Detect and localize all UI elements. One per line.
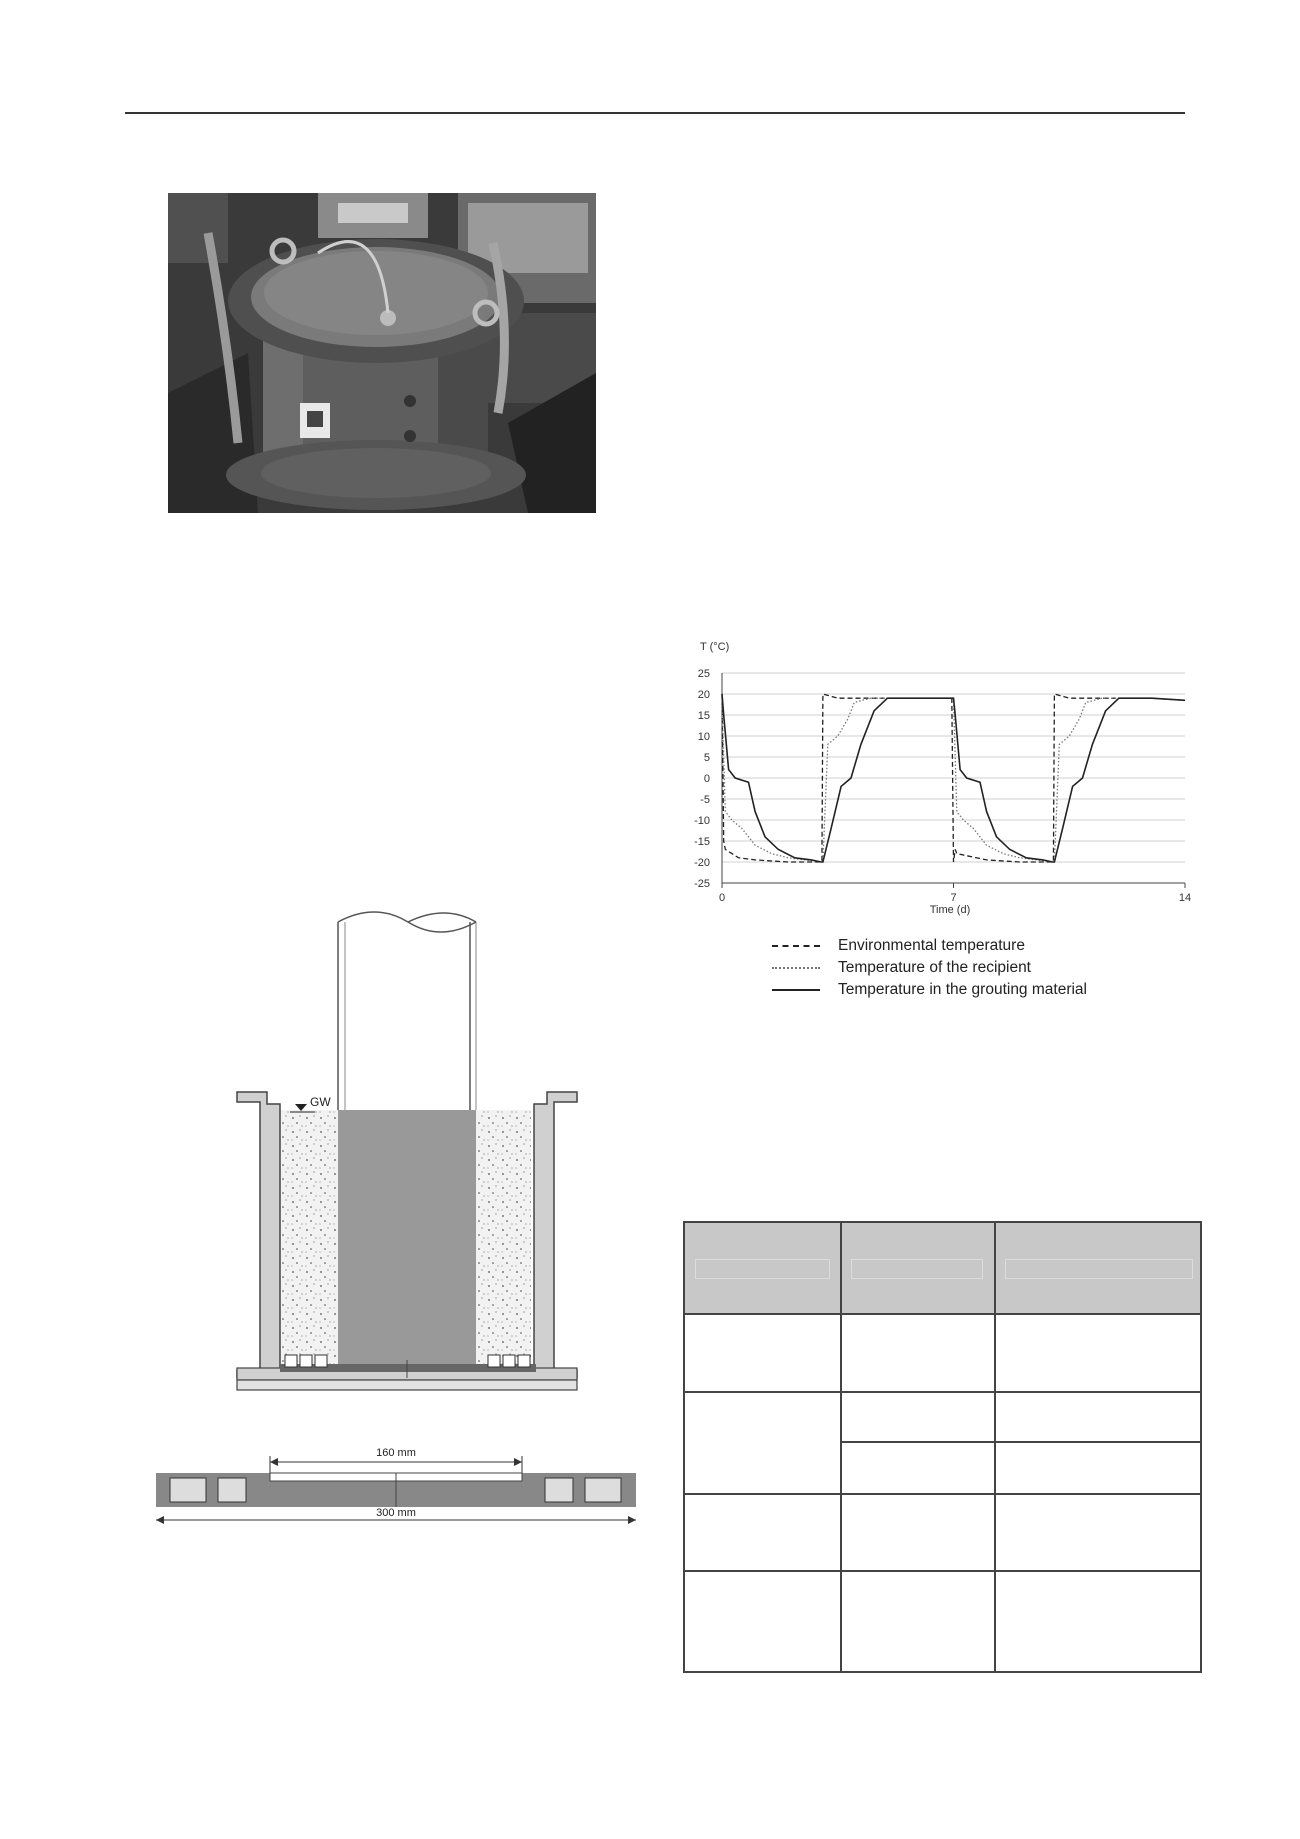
legend-label: Environmental temperature xyxy=(838,937,1025,954)
y-tick-label: -25 xyxy=(694,878,710,890)
header-rule xyxy=(125,112,1185,114)
table-row-divider xyxy=(685,1570,1200,1572)
y-tick-label: 15 xyxy=(697,710,710,722)
header-cell-placeholder xyxy=(1005,1259,1193,1279)
legend-label: Temperature of the recipient xyxy=(838,959,1031,976)
legend-swatch-dashed xyxy=(772,945,820,947)
legend-label: Temperature in the grouting material xyxy=(838,981,1087,998)
y-tick-label: 0 xyxy=(703,773,710,785)
legend-item-recipient xyxy=(772,957,1192,979)
legend-swatch-dotted xyxy=(772,967,820,969)
y-tick-label: 25 xyxy=(697,668,710,680)
y-tick-label: -15 xyxy=(694,836,710,848)
table-row-divider xyxy=(840,1441,1200,1443)
y-tick-label: 10 xyxy=(697,731,710,743)
y-tick-label: -5 xyxy=(700,794,710,806)
chart-xlabel: Time (d) xyxy=(929,904,971,916)
header-cell-placeholder xyxy=(695,1259,830,1279)
dimension-160: 160 mm xyxy=(376,1447,416,1459)
x-tick-label: 7 xyxy=(950,892,957,904)
table-row-divider xyxy=(685,1391,1200,1393)
table-col-divider xyxy=(840,1223,842,1671)
legend-item-environmental xyxy=(772,935,1192,957)
table-row-divider xyxy=(685,1493,1200,1495)
y-tick-label: -20 xyxy=(694,857,710,869)
y-tick-label: 5 xyxy=(703,752,710,764)
test-cell-photo xyxy=(168,193,596,513)
x-tick-label: 14 xyxy=(1178,892,1192,904)
table-row-divider xyxy=(685,1313,1200,1315)
legend-item-grouting xyxy=(772,979,1192,1001)
chart-legend xyxy=(772,935,1192,1001)
x-tick-label: 0 xyxy=(718,892,726,904)
table-col-divider xyxy=(994,1223,996,1671)
dimension-300: 300 mm xyxy=(376,1507,416,1519)
results-table xyxy=(683,1221,1202,1673)
legend-swatch-solid xyxy=(772,989,820,991)
header-cell-placeholder xyxy=(851,1259,983,1279)
test-setup-diagram xyxy=(150,890,650,1530)
temperature-chart xyxy=(680,635,1200,930)
y-tick-label: -10 xyxy=(694,815,710,827)
chart-ylabel: T (°C) xyxy=(700,641,730,653)
gw-label: GW xyxy=(310,1095,331,1109)
y-tick-label: 20 xyxy=(697,689,710,701)
